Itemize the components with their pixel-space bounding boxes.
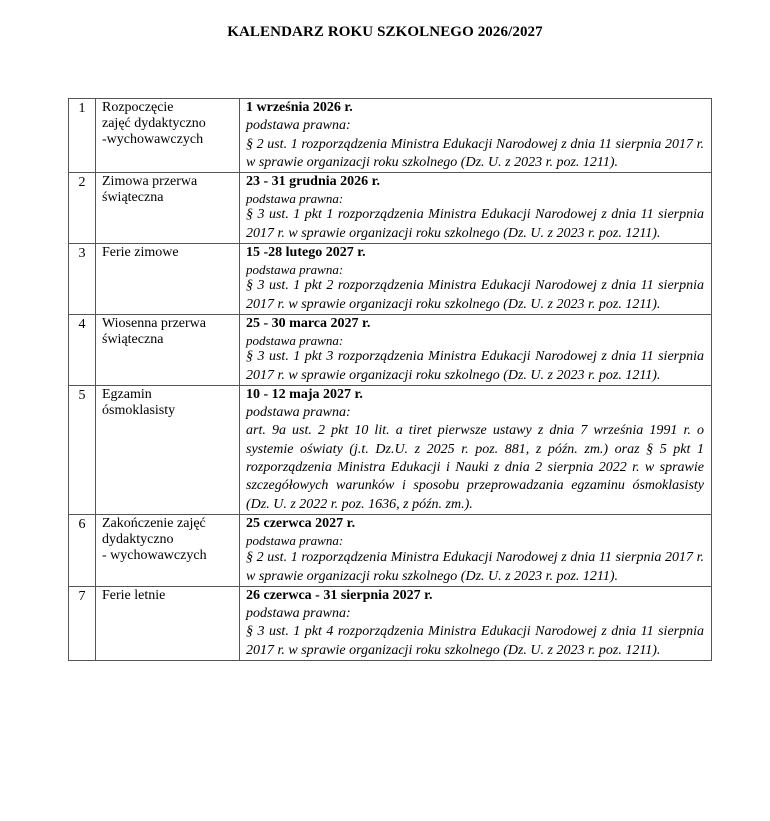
event-date: 25 czerwca 2027 r. (246, 515, 356, 531)
legal-basis-text: § 3 ust. 1 pkt 4 rozporządzenia Ministra Edukacji Narodowej z dnia 11 sierpnia 2017 r. w sprawie organizacji roku szkolnego (Dz. U. z 2023 r. poz. 1211). (246, 624, 704, 658)
row-number: 2 (69, 173, 96, 244)
row-number: 5 (69, 385, 96, 514)
row-number: 6 (69, 514, 96, 586)
event-name: Rozpoczęcie zajęć dydaktyczno -wychowawczych (96, 99, 240, 173)
legal-basis-label: podstawa prawna: (246, 606, 351, 622)
table-row (69, 244, 712, 315)
event-details (240, 99, 712, 173)
legal-basis-label: podstawa prawna: (246, 191, 344, 207)
row-number: 4 (69, 314, 96, 385)
table-row (69, 514, 712, 586)
legal-basis-label: podstawa prawna: (246, 118, 351, 134)
event-date: 15 -28 lutego 2027 r. (246, 245, 366, 261)
table-row (69, 173, 712, 244)
event-name: Zakończenie zajęć dydaktyczno - wychowawczych (96, 514, 240, 586)
event-details (240, 173, 712, 244)
legal-basis-text: § 2 ust. 1 rozporządzenia Ministra Edukacji Narodowej z dnia 11 sierpnia 2017 r. w sprawie organizacji roku szkolnego (Dz. U. z 2023 r. poz. 1211). (246, 550, 704, 584)
legal-basis-label: podstawa prawna: (246, 262, 344, 278)
table-row (69, 314, 712, 385)
event-name: Egzamin ósmoklasisty (96, 385, 240, 514)
event-details (240, 244, 712, 315)
event-name: Wiosenna przerwa świąteczna (96, 314, 240, 385)
event-name: Ferie zimowe (96, 244, 240, 315)
legal-basis-label: podstawa prawna: (246, 405, 351, 421)
event-date: 26 czerwca - 31 sierpnia 2027 r. (246, 587, 433, 603)
legal-basis-text: § 3 ust. 1 pkt 1 rozporządzenia Ministra Edukacji Narodowej z dnia 11 sierpnia 2017 r. w sprawie organizacji roku szkolnego (Dz. U. z 2023 r. poz. 1211). (246, 207, 704, 241)
event-details (240, 385, 712, 514)
table-row (69, 586, 712, 660)
document-title: KALENDARZ ROKU SZKOLNEGO 2026/2027 (227, 24, 543, 40)
event-date: 23 - 31 grudnia 2026 r. (246, 174, 381, 190)
event-date: 10 - 12 maja 2027 r. (246, 386, 363, 402)
calendar-table (68, 98, 712, 661)
row-number: 1 (69, 99, 96, 173)
event-details (240, 586, 712, 660)
event-date: 25 - 30 marca 2027 r. (246, 315, 371, 331)
legal-basis-label: podstawa prawna: (246, 533, 344, 549)
row-number: 7 (69, 586, 96, 660)
event-name: Ferie letnie (96, 586, 240, 660)
legal-basis-text: § 3 ust. 1 pkt 2 rozporządzenia Ministra Edukacji Narodowej z dnia 11 sierpnia 2017 r. w sprawie organizacji roku szkolnego (Dz. U. z 2023 r. poz. 1211). (246, 278, 704, 312)
table-row (69, 385, 712, 514)
event-name: Zimowa przerwa świąteczna (96, 173, 240, 244)
legal-basis-label: podstawa prawna: (246, 333, 344, 349)
legal-basis-text: § 3 ust. 1 pkt 3 rozporządzenia Ministra Edukacji Narodowej z dnia 11 sierpnia 2017 r. w sprawie organizacji roku szkolnego (Dz. U. z 2023 r. poz. 1211). (246, 349, 704, 383)
table-row (69, 99, 712, 173)
event-date: 1 września 2026 r. (246, 100, 353, 115)
event-details (240, 314, 712, 385)
row-number: 3 (69, 244, 96, 315)
legal-basis-text: art. 9a ust. 2 pkt 10 lit. a tiret pierwsze ustawy z dnia 7 września 1991 r. o systemie oświaty (j.t. Dz.U. z 2025 r. poz. 881, z późn. zm.) oraz § 5 pkt 1 rozporządzenia Ministra Edukacji i Nauki z dnia 2 sierpnia 2022 r. w sprawie szczegółowych warunków i sposobu przeprowadzania egzaminu ósmoklasisty (Dz. U. z 2022 r. poz. 1636, z późn. zm.). (246, 423, 704, 512)
event-details (240, 514, 712, 586)
legal-basis-text: § 2 ust. 1 rozporządzenia Ministra Edukacji Narodowej z dnia 11 sierpnia 2017 r. w sprawie organizacji roku szkolnego (Dz. U. z 2023 r. poz. 1211). (246, 136, 704, 170)
